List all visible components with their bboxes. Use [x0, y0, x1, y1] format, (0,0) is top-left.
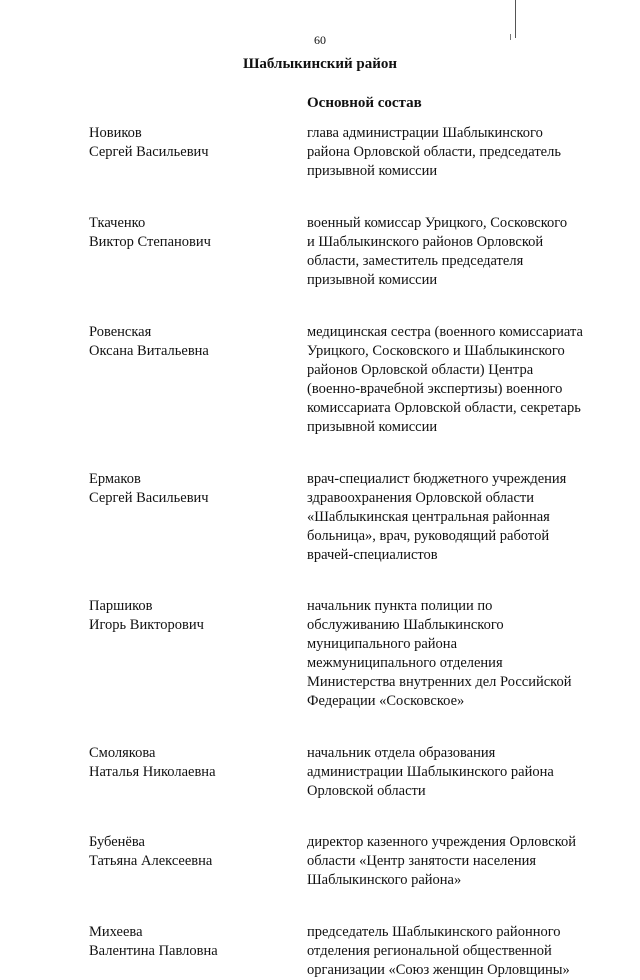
- member-entry: [89, 923, 609, 980]
- member-name-line: Ермаков: [89, 471, 141, 487]
- member-role-line: «Шаблыкинская центральная районная: [307, 509, 550, 525]
- member-name: [89, 833, 307, 871]
- member-entry: [89, 124, 609, 181]
- member-role-line: врачей-специалистов: [307, 547, 438, 563]
- page-number: 60: [314, 33, 326, 47]
- member-role-line: военный комиссар Урицкого, Сосковского: [307, 215, 568, 231]
- member-role-line: обслуживанию Шаблыкинского: [307, 617, 504, 633]
- member-role: [307, 323, 609, 437]
- member-role-line: начальник пункта полиции по: [307, 598, 493, 614]
- member-role-line: медицинская сестра (военного комиссариата: [307, 324, 583, 340]
- members-list: [89, 124, 609, 980]
- member-role-line: здравоохранения Орловской области: [307, 490, 534, 506]
- member-role: [307, 923, 609, 980]
- member-name-line: Смолякова: [89, 745, 156, 761]
- member-role: [307, 744, 609, 801]
- member-entry: [89, 597, 609, 711]
- district-title: Шаблыкинский район: [242, 56, 398, 72]
- member-role-line: призывной комиссии: [307, 272, 438, 288]
- member-name-line: Ткаченко: [89, 215, 146, 231]
- member-role-line: комиссариата Орловской области, секретарь: [307, 400, 581, 416]
- member-role-line: Шаблыкинского района»: [307, 872, 462, 888]
- member-name-line: Татьяна Алексеевна: [89, 853, 213, 869]
- member-entry: [89, 833, 609, 890]
- member-role: [307, 597, 609, 711]
- member-name: [89, 744, 307, 782]
- member-entry: [89, 214, 609, 290]
- member-role-line: больница», врач, руководящий работой: [307, 528, 550, 544]
- member-role-line: межмуниципального отделения: [307, 655, 503, 671]
- member-role-line: глава администрации Шаблыкинского: [307, 125, 543, 141]
- member-entry: [89, 470, 609, 565]
- member-role-line: врач-специалист бюджетного учреждения: [307, 471, 567, 487]
- member-name: [89, 923, 307, 961]
- member-role-line: призывной комиссии: [307, 419, 438, 435]
- member-name-line: Бубенёва: [89, 834, 145, 850]
- member-role-line: (военно-врачебной экспертизы) военного: [307, 381, 563, 397]
- member-role: [307, 833, 609, 890]
- member-role-line: председатель Шаблыкинского районного: [307, 924, 561, 940]
- member-name-line: Валентина Павловна: [89, 943, 218, 959]
- member-name-line: Сергей Васильевич: [89, 490, 209, 506]
- member-name-line: Михеева: [89, 924, 143, 940]
- member-role: [307, 470, 609, 565]
- member-name: [89, 214, 307, 252]
- member-name-line: Паршиков: [89, 598, 153, 614]
- member-name: [89, 323, 307, 361]
- member-role-line: организации «Союз женщин Орловщины»: [307, 962, 570, 978]
- member-role-line: Орловской области: [307, 783, 426, 799]
- member-name: [89, 597, 307, 635]
- member-name-line: Игорь Викторович: [89, 617, 204, 633]
- member-entry: [89, 744, 609, 801]
- section-title: Основной состав: [307, 95, 422, 111]
- member-name-line: Оксана Витальевна: [89, 343, 209, 359]
- member-name-line: Сергей Васильевич: [89, 144, 209, 160]
- member-name: [89, 470, 307, 508]
- member-role-line: Министерства внутренних дел Российской: [307, 674, 572, 690]
- member-role-line: области, заместитель председателя: [307, 253, 524, 269]
- member-role-line: начальник отдела образования: [307, 745, 496, 761]
- member-name-line: Ровенская: [89, 324, 152, 340]
- member-role-line: района Орловской области, председатель: [307, 144, 561, 160]
- member-name-line: Новиков: [89, 125, 142, 141]
- member-role-line: области «Центр занятости населения: [307, 853, 537, 869]
- member-entry: [89, 323, 609, 437]
- member-role-line: Урицкого, Сосковского и Шаблыкинского: [307, 343, 565, 359]
- member-role: [307, 124, 609, 181]
- member-name: [89, 124, 307, 162]
- member-role-line: директор казенного учреждения Орловской: [307, 834, 577, 850]
- member-name-line: Виктор Степанович: [89, 234, 211, 250]
- member-role-line: администрации Шаблыкинского района: [307, 764, 554, 780]
- member-role: [307, 214, 609, 290]
- member-name-line: Наталья Николаевна: [89, 764, 216, 780]
- member-role-line: призывной комиссии: [307, 163, 438, 179]
- member-role-line: Федерации «Сосковское»: [307, 693, 465, 709]
- member-role-line: отделения региональной общественной: [307, 943, 552, 959]
- member-role-line: и Шаблыкинского районов Орловской: [307, 234, 544, 250]
- member-role-line: муниципального района: [307, 636, 457, 652]
- member-role-line: районов Орловской области) Центра: [307, 362, 534, 378]
